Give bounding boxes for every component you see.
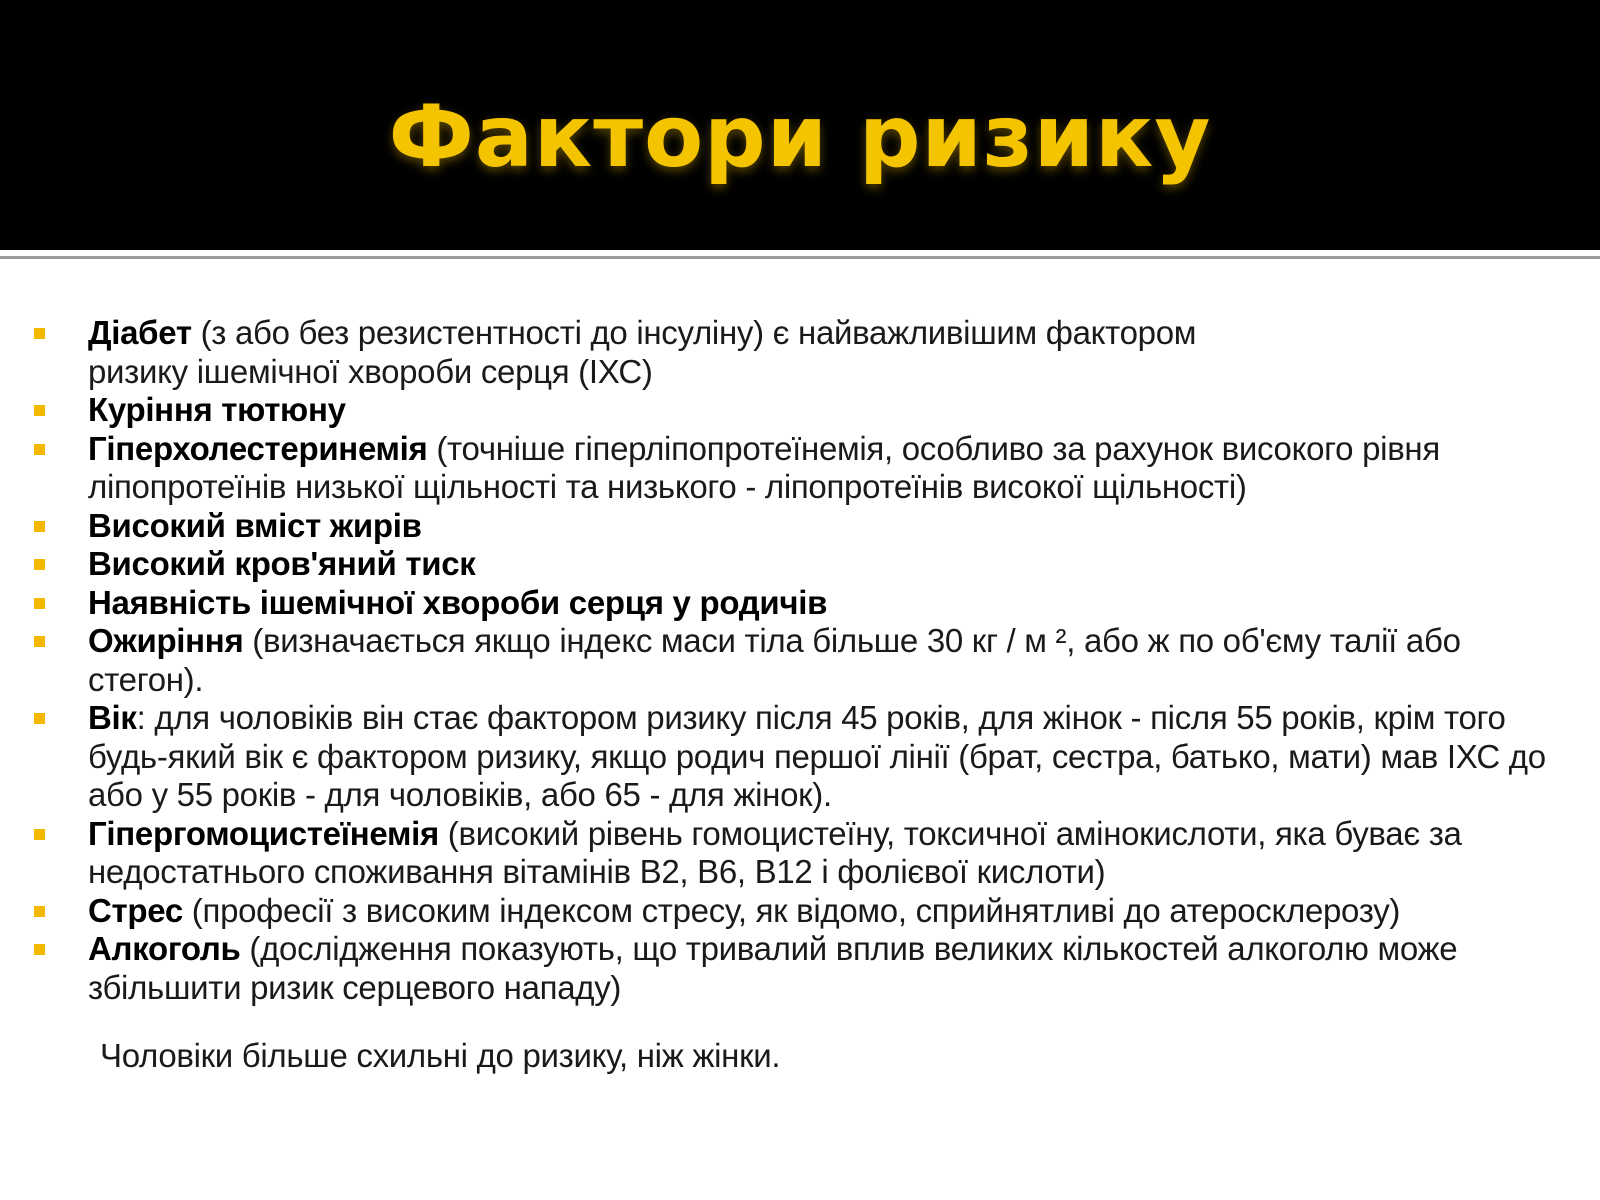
list-item: [0, 699, 1600, 815]
list-item: [0, 892, 1600, 931]
square-bullet-icon: [34, 521, 45, 532]
list-item: [0, 930, 1600, 1007]
title-divider-line: [0, 256, 1600, 259]
list-item: [0, 622, 1600, 699]
list-item: [0, 391, 1600, 430]
risk-term: Діабет: [88, 314, 192, 351]
title-divider-gap: [0, 250, 1600, 254]
risk-factor-list: [0, 314, 1600, 1007]
square-bullet-icon: [34, 713, 45, 724]
slide-title: Фактори ризику: [388, 87, 1212, 187]
list-item: [0, 584, 1600, 623]
risk-term: Куріння тютюну: [88, 391, 346, 428]
closing-note: Чоловіки більше схильні до ризику, ніж жінки.: [100, 1037, 781, 1074]
list-item: [0, 507, 1600, 546]
square-bullet-icon: [34, 829, 45, 840]
square-bullet-icon: [34, 405, 45, 416]
risk-description: (визначається якщо індекс маси тіла більше 30 кг / м ², або ж по об'єму талії або стегон).: [88, 622, 1461, 698]
risk-description: (професії з високим індексом стресу, як відомо, сприйнятливі до атеросклерозу): [182, 891, 1401, 929]
title-bar: [0, 0, 1600, 250]
risk-term: Вік: [88, 699, 137, 736]
risk-description: (дослідження показують, що тривалий вплив великих кількостей алкоголю може збільшити ризик серцевого нападу): [88, 930, 1458, 1006]
list-item: [0, 815, 1600, 892]
square-bullet-icon: [34, 906, 45, 917]
risk-term: Стрес: [88, 891, 183, 929]
risk-term: Наявність ішемічної хвороби серця у родичів: [88, 583, 828, 621]
risk-description: : для чоловіків він стає фактором ризику після 45 років, для жінок - після 55 років, крім того будь-який вік є фактором ризику, якщо родич першої лінії (брат, сестра, батько, мати) мав ІХС до або у 55 років - для чоловіків, або 65 - для жінок).: [88, 699, 1546, 813]
risk-term: Високий кров'яний тиск: [88, 545, 476, 582]
square-bullet-icon: [34, 636, 45, 647]
square-bullet-icon: [34, 598, 45, 609]
risk-term: Ожиріння: [88, 622, 244, 659]
list-item: [0, 430, 1600, 507]
square-bullet-icon: [34, 444, 45, 455]
slide-content: [0, 314, 1600, 1007]
risk-term: Гіперхолестеринемія: [88, 429, 428, 467]
risk-description: (високий рівень гомоцистеїну, токсичної амінокислоти, яка буває за недостатнього споживання вітамінів В2, В6, В12 і фолієвої кислоти): [88, 814, 1462, 890]
risk-term: Алкоголь: [88, 930, 241, 967]
risk-description: (точніше гіперліпопротеїнемія, особливо за рахунок високого рівня ліпопротеїнів низької щільності та низького - ліпопротеїнів високої щільності): [88, 429, 1440, 505]
list-item: [0, 314, 1600, 391]
square-bullet-icon: [34, 328, 45, 339]
risk-description: (з або без резистентності до інсуліну) є найважливішим фактором ризику ішемічної хвороби серця (ІХС): [88, 314, 1197, 390]
square-bullet-icon: [34, 944, 45, 955]
risk-term: Гіпергомоцистеїнемія: [88, 814, 439, 852]
square-bullet-icon: [34, 559, 45, 570]
risk-term: Високий вміст жирів: [88, 506, 422, 544]
list-item: [0, 545, 1600, 584]
